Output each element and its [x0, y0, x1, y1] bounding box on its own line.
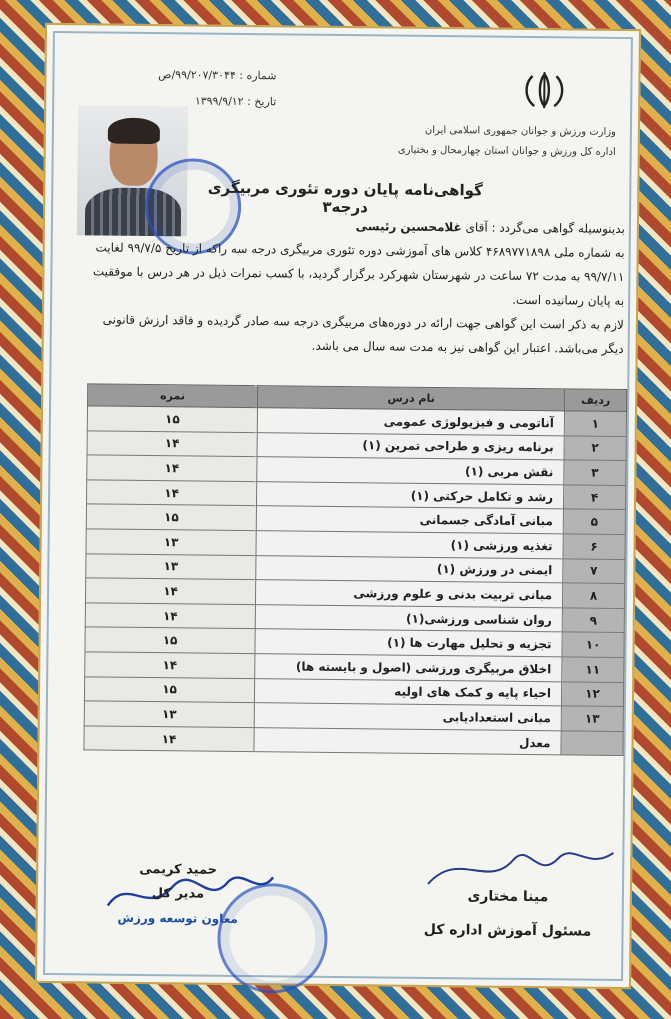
signer-right — [397, 879, 618, 949]
course-grade: ۱۳ — [84, 701, 254, 727]
signer-left-name: حمید کریمی — [139, 861, 218, 878]
course-grade: ۱۴ — [85, 603, 255, 629]
row-number: ۳ — [564, 460, 626, 485]
course-name: نقش مربی (۱) — [257, 457, 564, 485]
signer-right-name: مینا مختاری — [467, 888, 549, 906]
average-grade: ۱۴ — [84, 726, 254, 752]
course-name: مبانی تربیت بدنی و علوم ورزشی — [255, 580, 562, 608]
course-name: ایمنی در ورزش (۱) — [256, 555, 563, 583]
row-number: ۹ — [562, 608, 624, 633]
intro-text: بدینوسیله گواهی می‌گردد : آقای — [461, 220, 625, 236]
row-number: ۶ — [563, 534, 625, 559]
course-name: مبانی آمادگی جسمانی — [256, 506, 563, 534]
signer-right-role: مسئول آموزش اداره کل — [423, 921, 592, 940]
row-number: ۱۳ — [561, 706, 623, 731]
row-number: ۱۱ — [562, 657, 624, 682]
course-name: مبانی استعدادیابی — [254, 703, 561, 731]
row-number: ۷ — [563, 558, 625, 583]
average-row — [84, 726, 623, 756]
course-grade: ۱۴ — [87, 430, 257, 456]
row-number: ۲ — [564, 435, 626, 460]
course-grade: ۱۳ — [86, 553, 256, 579]
row-number: ۵ — [563, 509, 625, 534]
row-number: ۴ — [563, 485, 625, 510]
certificate-body — [84, 211, 625, 361]
department-name: اداره کل ورزش و جوانان استان چهارمحال و بختیاری — [397, 144, 616, 158]
course-name: آناتومی و فیزیولوژی عمومی — [257, 408, 564, 436]
recipient-name: غلامحسین رئیسی — [355, 219, 462, 235]
course-grade: ۱۵ — [85, 627, 255, 653]
course-name: تغذیه ورزشی (۱) — [256, 531, 563, 559]
certificate — [35, 23, 641, 989]
course-paragraph: به شماره ملی ۴۶۸۹۷۷۱۸۹۸ کلاس های آموزشی دوره تئوری مربیگری درجه سه راکه از تاریخ ۹۹/۷/۵ لغایت ۹۹/۷/۱۱ به مدت ۷۲ ساعت در شهرستان شهرکرد برگزار گردید، با کسب نمرات ذیل در هر درس با موفقیت به پایان رسانیده است. — [92, 240, 625, 308]
course-name: روان شناسی ورزشی(۱) — [255, 604, 562, 632]
course-grade: ۱۵ — [84, 676, 254, 702]
course-grade: ۱۵ — [87, 406, 257, 432]
course-grade: ۱۴ — [85, 652, 255, 678]
average-label: معدل — [254, 727, 561, 755]
letter-date: تاریخ : ۱۳۹۹/۹/۱۲ — [194, 94, 277, 109]
signer-left-role: مدیر کل — [151, 886, 205, 902]
course-grade: ۱۳ — [86, 529, 256, 555]
ministry-name: وزارت ورزش و جوانان جمهوری اسلامی ایران — [424, 124, 616, 138]
issuer-block — [376, 120, 616, 163]
row-number: ۱ — [564, 411, 626, 436]
course-name: تجزیه و تحلیل مهارت ها (۱) — [255, 629, 562, 657]
certificate-title: گواهی‌نامه پایان دوره تئوری مربیگری درجه۳ — [207, 178, 483, 217]
header-course: نام درس — [258, 386, 565, 411]
course-name: اخلاق مربیگری ورزشی (اصول و بایسته ها) — [255, 654, 562, 682]
course-grade: ۱۵ — [86, 504, 256, 530]
header-grade: نمره — [88, 384, 258, 408]
course-grade: ۱۴ — [87, 480, 257, 506]
row-number: ۱۲ — [561, 681, 623, 706]
signer-left-deputy: معاون توسعه ورزش — [117, 910, 238, 926]
iran-emblem-icon — [516, 70, 572, 111]
course-grade: ۱۴ — [87, 455, 257, 481]
course-name: احیاء پایه و کمک های اولیه — [254, 678, 561, 706]
signer-left — [78, 857, 279, 931]
row-number: ۸ — [562, 583, 624, 608]
course-name: برنامه ریزی و طراحی تمرین (۱) — [257, 432, 564, 460]
row-number-empty — [561, 731, 623, 756]
letter-number: شماره : ۹۹/۲۰۷/۳۰۴۴/ص — [158, 68, 277, 83]
validity-paragraph: لازم به ذکر است این گواهی جهت ارائه در دوره‌های مربیگری درجه سه صادر گردیده و فاقد ارزش قانونی دیگر می‌باشد. اعتبار این گواهی نیز به مدت سه سال می باشد. — [102, 312, 624, 356]
header-row-number: ردیف — [565, 389, 627, 412]
grades-table — [83, 383, 627, 756]
course-grade: ۱۴ — [85, 578, 255, 604]
course-name: رشد و تکامل حرکتی (۱) — [256, 481, 563, 509]
row-number: ۱۰ — [562, 632, 624, 657]
